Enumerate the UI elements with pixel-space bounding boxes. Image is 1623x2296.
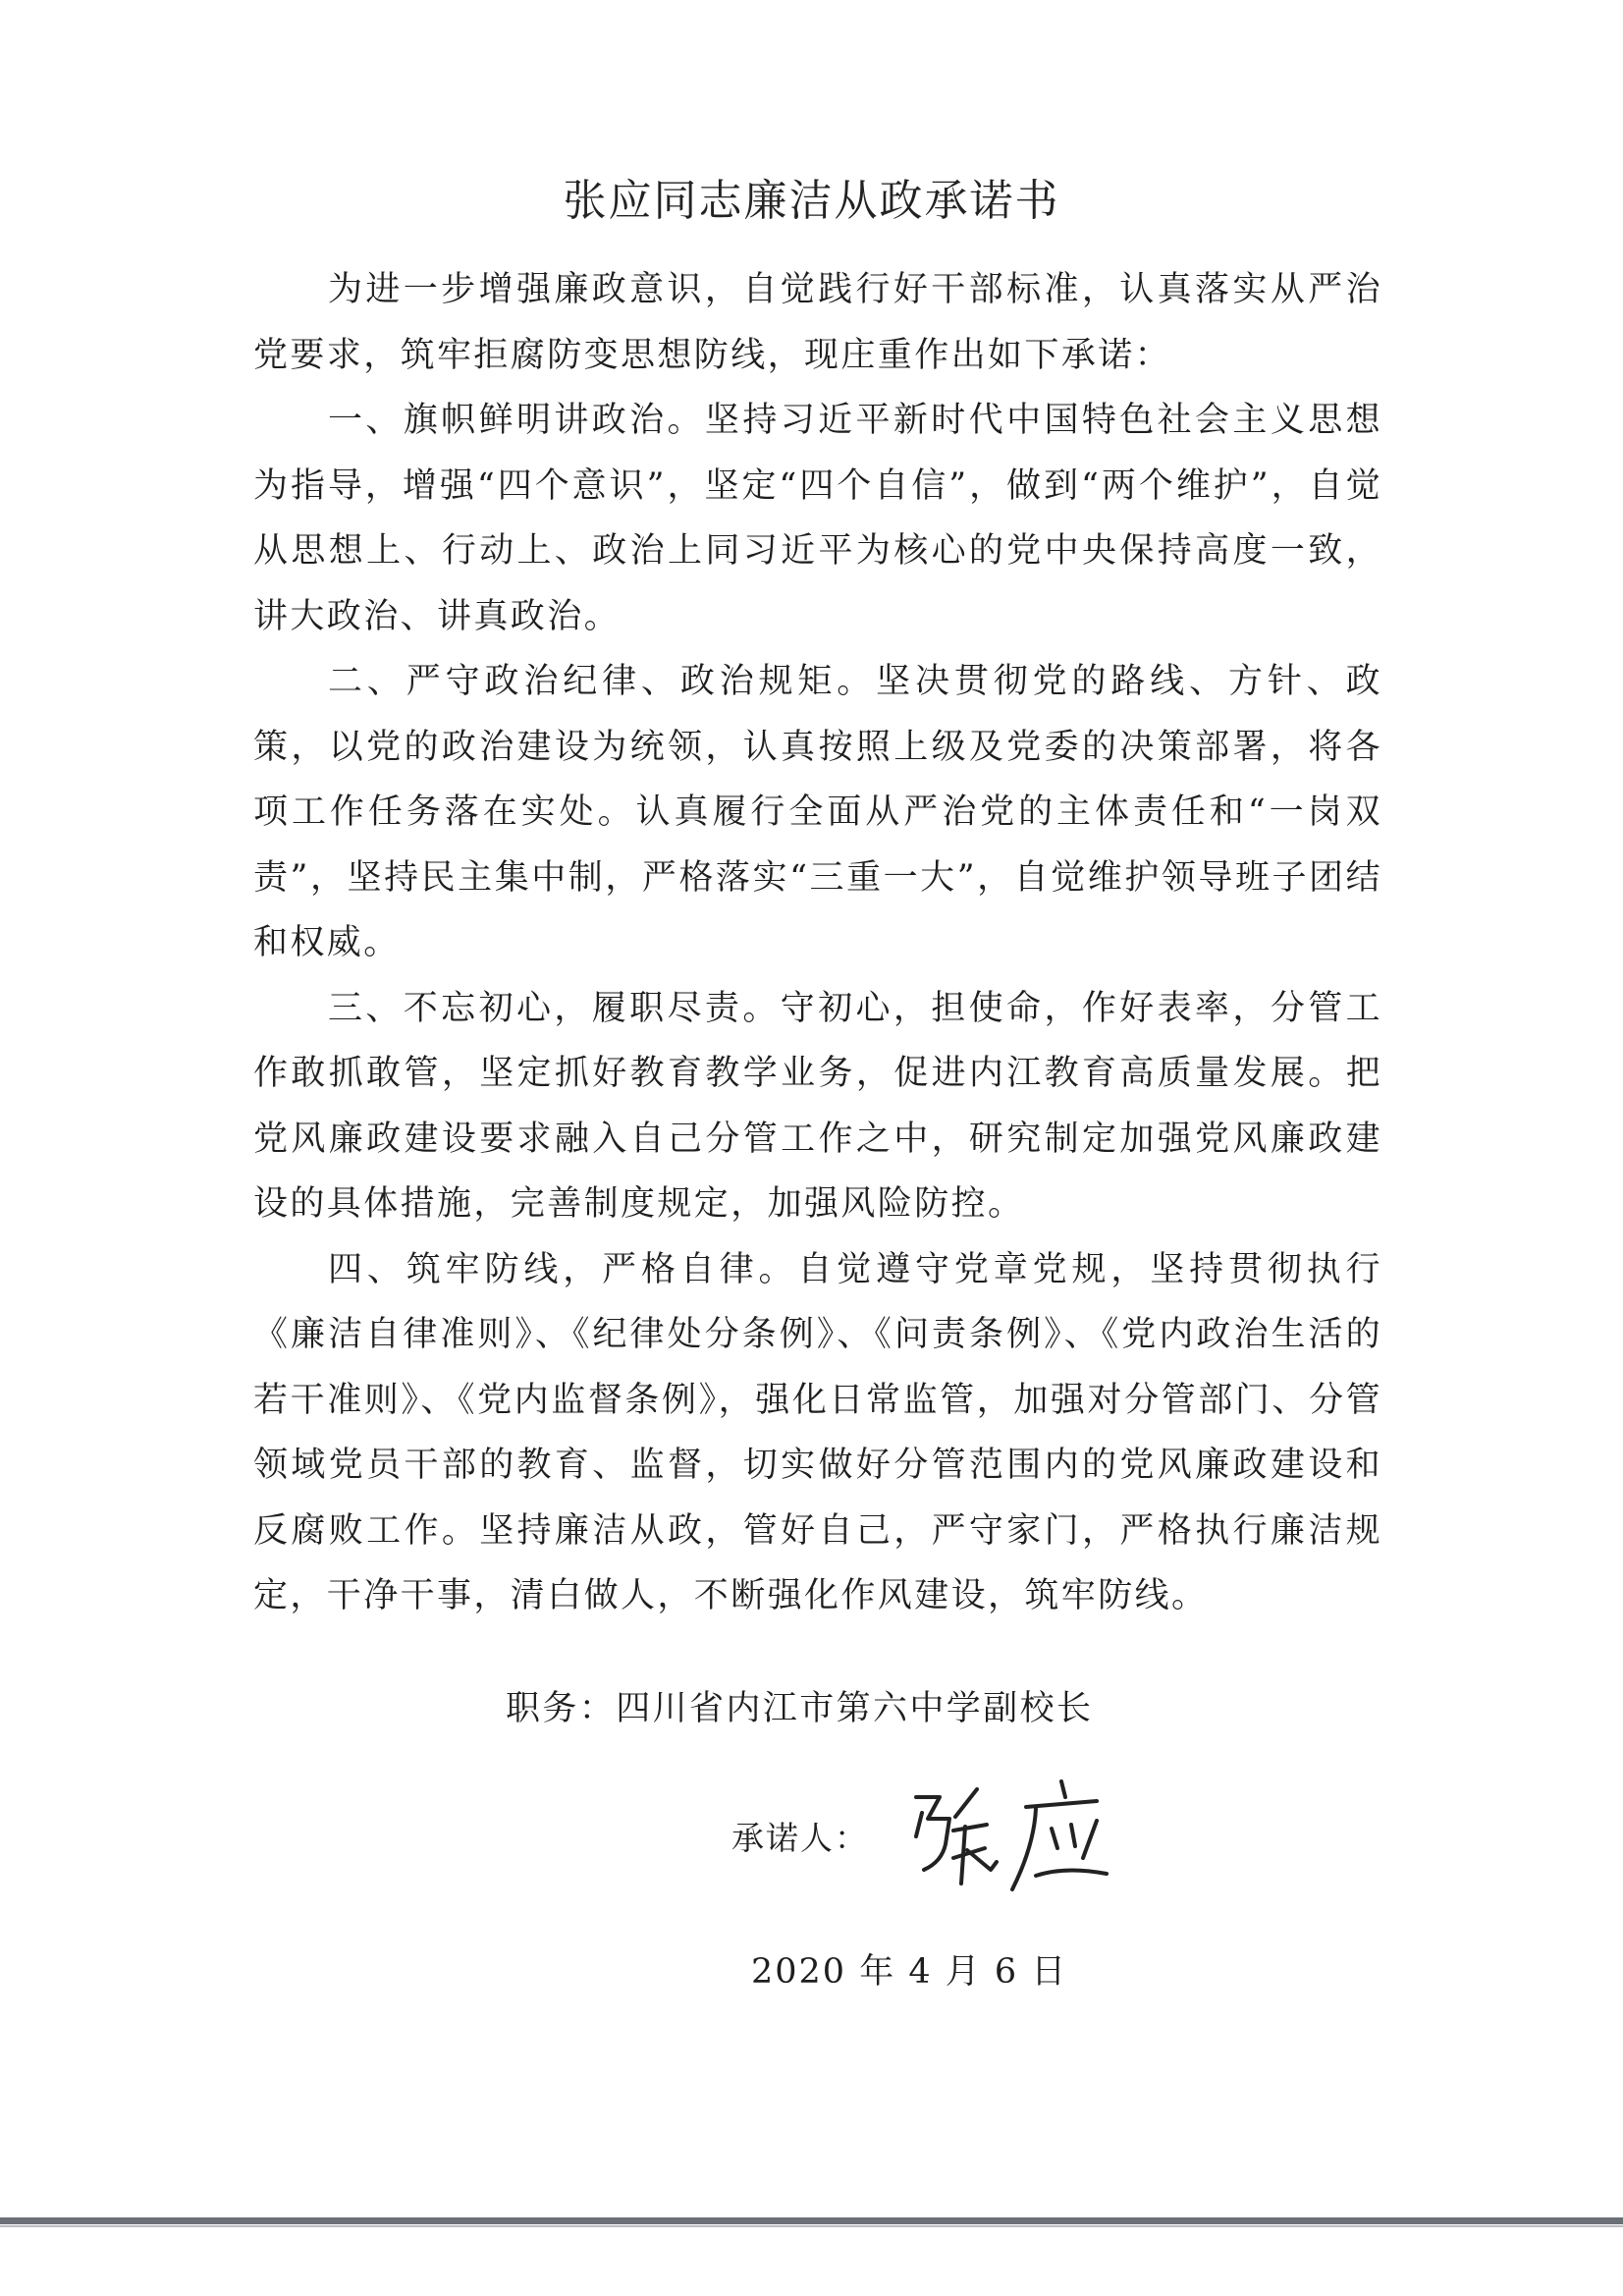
paragraph-intro: 为进一步增强廉政意识，自觉践行好干部标准，认真落实从严治党要求，筑牢拒腐防变思想防线，现庄重作出如下承诺：: [253, 270, 1382, 375]
paragraph-1: 一、旗帜鲜明讲政治。坚持习近平新时代中国特色社会主义思想为指导，增强“四个意识”，坚定“四个自信”，做到“两个维护”，自觉从思想上、行动上、政治上同习近平为核心的党中央保持高度一致，讲大政治、讲真政治。: [253, 401, 1382, 636]
document-title: 张应同志廉洁从政承诺书: [563, 176, 1060, 226]
paragraph-2: 二、严守政治纪律、政治规矩。坚决贯彻党的路线、方针、政策，以党的政治建设为统领，认真按照上级及党委的决策部署，将各项工作任务落在实处。认真履行全面从严治党的主体责任和“一岗双责”，坚持民主集中制，严格落实“三重一大”，自觉维护领导班子团结和权威。: [253, 662, 1382, 962]
signer-label: 承诺人：: [731, 1819, 869, 1857]
bottom-rule: [0, 2217, 1623, 2224]
position-line: 职务：四川省内江市第六中学副校长: [506, 1689, 1094, 1728]
handwritten-signature: [889, 1768, 1114, 1905]
paragraph-3: 三、不忘初心，履职尽责。守初心，担使命，作好表率，分管工作敢抓敢管，坚定抓好教育教学业务，促进内江教育高质量发展。把党风廉政建设要求融入自己分管工作之中，研究制定加强党风廉政建设的具体措施，完善制度规定，加强风险防控。: [253, 988, 1382, 1224]
document-date: 2020 年 4 月 6 日: [751, 1952, 1068, 1992]
bottom-rule-shadow: [0, 2225, 1623, 2227]
paragraph-4: 四、筑牢防线，严格自律。自觉遵守党章党规，坚持贯彻执行《廉洁自律准则》、《纪律处分条例》、《问责条例》、《党内政治生活的若干准则》、《党内监督条例》，强化日常监管，加强对分管部门、分管领域党员干部的教育、监督，切实做好分管范围内的党风廉政建设和反腐败工作。坚持廉洁从政，管好自己，严守家门，严格执行廉洁规定，干净干事，清白做人，不断强化作风建设，筑牢防线。: [253, 1249, 1382, 1615]
document-body: [253, 257, 1382, 1629]
